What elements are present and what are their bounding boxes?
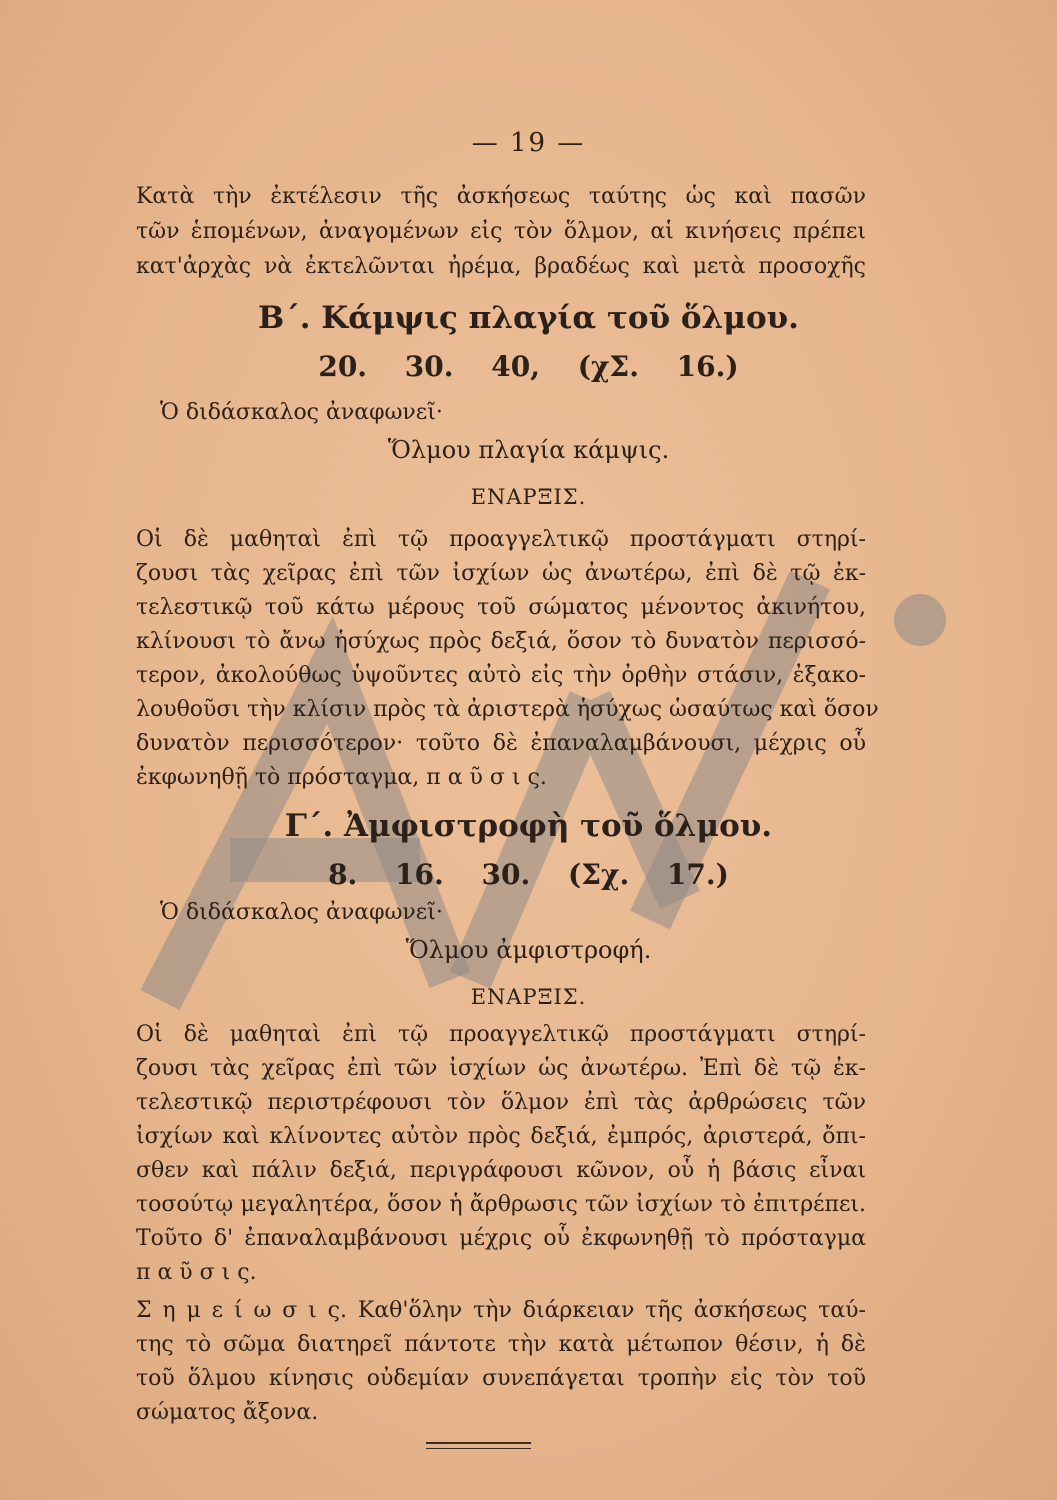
section-c-line: τελεστικῷ περιστρέφουσι τὸν ὅλμον ἐπὶ τὰς ἀρθρώσεις τῶν [136,1090,866,1115]
intro-line: Κατὰ τὴν ἐκτέλεσιν τῆς ἀσκήσεως ταύτης ὡς καὶ πασῶν [136,184,866,209]
section-c-teacher: Ὁ διδάσκαλος ἀναφωνεῖ· [160,900,443,925]
section-b-numbers: 20. 30. 40, (χΣ. 16.) [318,350,739,383]
section-c-line: Οἱ δὲ μαθηταὶ ἐπὶ τῷ προαγγελτικῷ προστάγματι στηρί- [136,1022,866,1047]
section-c-command: Ὅλμου ἀμφιστροφή. [405,936,652,964]
section-c-line: ζουσι τὰς χεῖρας ἐπὶ τῶν ἰσχίων ὡς ἀνωτέρω. Ἐπὶ δὲ τῷ ἐκ- [136,1056,866,1081]
section-c-line: σθεν καὶ πάλιν δεξιά, περιγράφουσι κῶνον, οὗ ἡ βάσις εἶναι [136,1158,866,1183]
section-c-line: ἰσχίων καὶ κλίνοντες αὐτὸν πρὸς δεξιά, ἐμπρός, ἀριστερά, ὄπι- [136,1124,866,1149]
section-b-line: τερον, ἀκολούθως ὑψοῦντες αὐτὸ εἰς τὴν ὀρθὴν στάσιν, ἐξακο- [136,663,866,688]
section-c-start: ΕΝΑΡΞΙΣ. [470,985,587,1009]
intro-line: κατ'ἀρχὰς νὰ ἐκτελῶνται ἠρέμα, βραδέως καὶ μετὰ προσοχῆς [136,254,866,279]
section-c-numbers: 8. 16. 30. (Σχ. 17.) [328,858,729,891]
section-b-last-line: ἐκφωνηθῇ τὸ πρόσταγμα, π α ῦ σ ι ς. [136,765,547,790]
section-b-command: Ὅλμου πλαγία κάμψις. [387,436,670,464]
section-b-line: τελεστικῷ τοῦ κάτω μέρους τοῦ σώματος μένοντος ἀκινήτου, [136,595,866,620]
section-c-line: Τοῦτο δ' ἐπαναλαμβάνουσι μέχρις οὗ ἐκφωνηθῇ τὸ πρόσταγμα [136,1226,866,1251]
section-b-line: ζουσι τὰς χεῖρας ἐπὶ τῶν ἰσχίων ὡς ἀνωτέρω, ἐπὶ δὲ τῷ ἐκ- [136,561,866,586]
intro-line: τῶν ἑπομένων, ἀναγομένων εἰς τὸν ὅλμον, αἱ κινήσεις πρέπει [136,219,866,244]
section-c-title: Γ΄. Ἀμφιστροφὴ τοῦ ὅλμου. [284,808,773,844]
note-line: Σ η μ ε ί ω σ ι ς. Καθ'ὅλην τὴν διάρκειαν τῆς ἀσκήσεως ταύ- [136,1298,866,1323]
note-line: της τὸ σῶμα διατηρεῖ πάντοτε τὴν κατὰ μέτωπον θέσιν, ἡ δὲ [136,1332,866,1357]
section-b-teacher: Ὁ διδάσκαλος ἀναφωνεῖ· [160,400,443,425]
section-c-last-line: π α ῦ σ ι ς. [136,1260,257,1285]
note-line: τοῦ ὅλμου κίνησις οὐδεμίαν συνεπάγεται τροπὴν εἰς τὸν τοῦ [136,1366,866,1391]
section-b-line: λουθοῦσι τὴν κλίσιν πρὸς τὰ ἀριστερὰ ἡσύχως ὡσαύτως καὶ ὅσον [136,697,879,722]
page-number: — 19 — [471,128,586,158]
section-b-line: κλίνουσι τὸ ἄνω ἡσύχως πρὸς δεξιά, ὅσον τὸ δυνατὸν περισσό- [136,629,866,654]
note-last-line: σώματος ἄξονα. [136,1400,319,1425]
section-b-line: Οἱ δὲ μαθηταὶ ἐπὶ τῷ προαγγελτικῷ προστάγματι στηρί- [136,527,866,552]
section-b-title: Β΄. Κάμψις πλαγία τοῦ ὅλμου. [258,300,799,336]
section-c-line: τοσούτῳ μεγαλητέρα, ὅσον ἡ ἄρθρωσις τῶν ἰσχίων τὸ ἐπιτρέπει. [136,1192,866,1217]
section-b-line: δυνατὸν περισσότερον· τοῦτο δὲ ἐπαναλαμβάνουσι, μέχρις οὗ [136,731,866,756]
end-rule [426,1442,531,1449]
section-b-start: ΕΝΑΡΞΙΣ. [470,485,587,509]
